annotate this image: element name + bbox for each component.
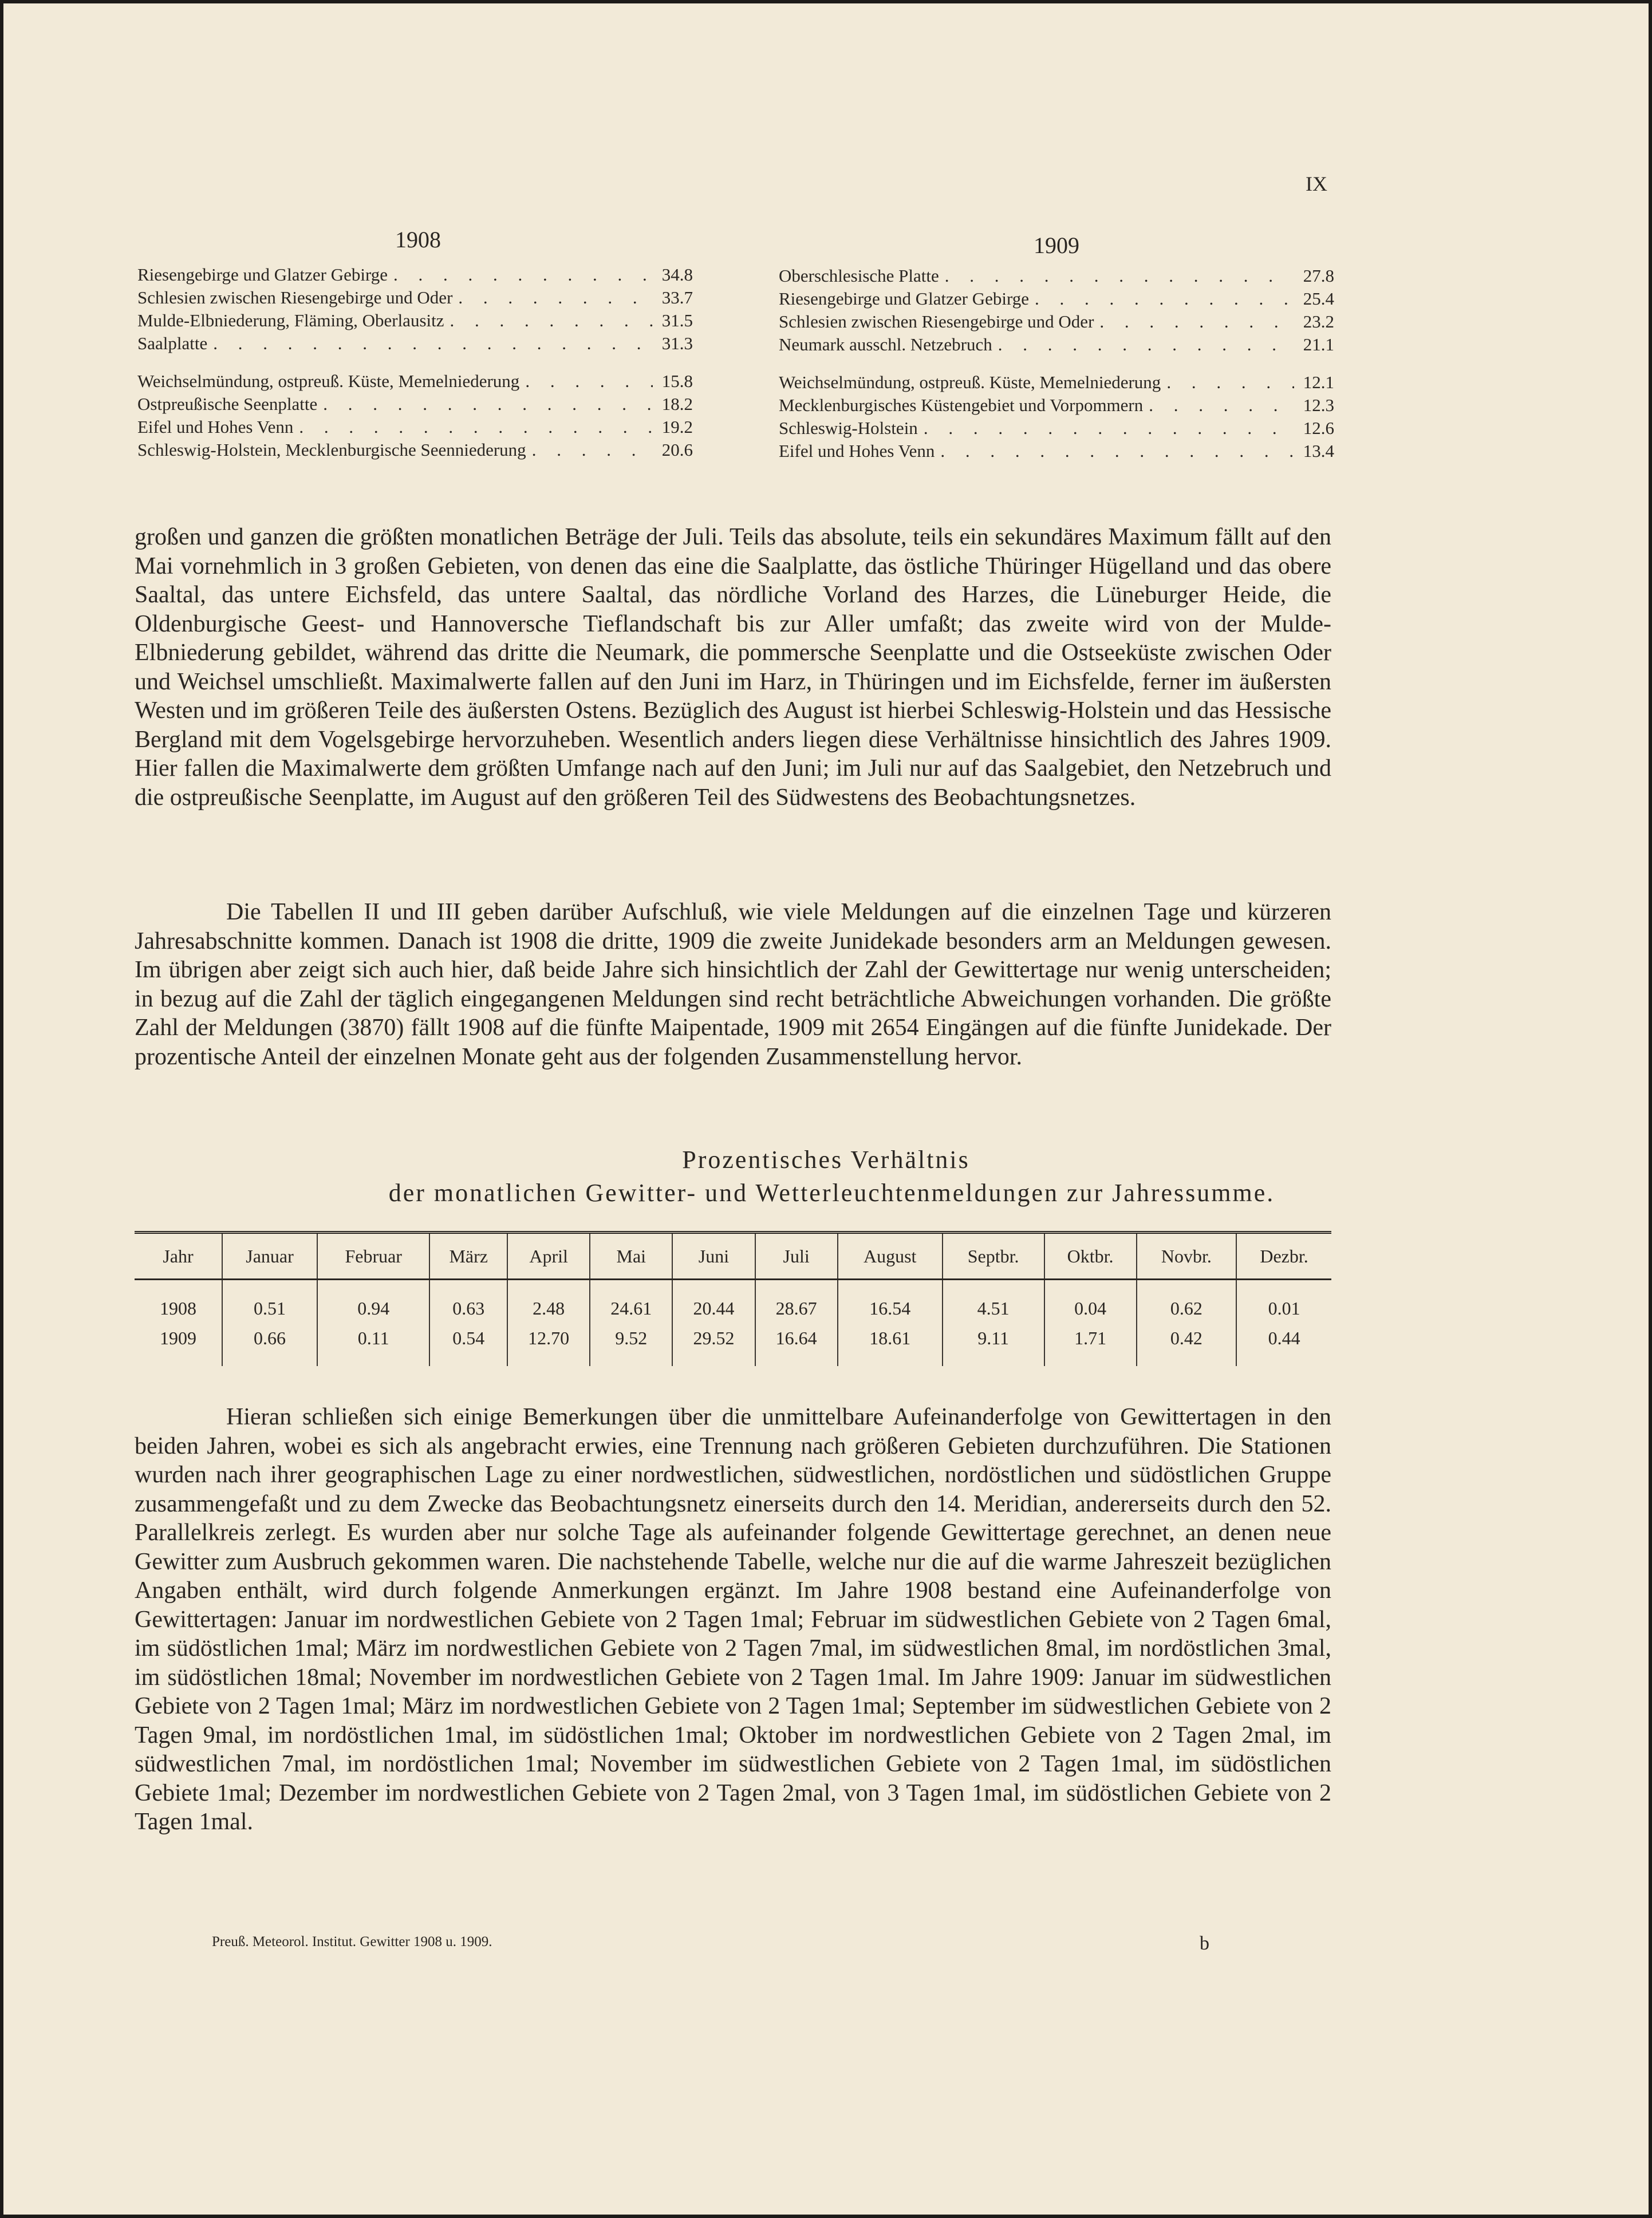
paragraph: Hieran schließen sich einige Bemerkungen über die unmittelbare Aufeinanderfolge von Gewittertagen in den beiden Jahren, wobei es sich als angebracht erwies, eine Trennung nach größeren Gebieten durchzuführen. Die Stationen wurden nach ihrer geographischen Lage zu einer nordwestlichen, südwestlichen, nordöstlichen und südöstlichen Gruppe zusammengefaßt und zu dem Zwecke das Beobachtungsnetz einerseits durch den 14. Meridian, andererseits durch den 52. Parallelkreis zerlegt. Es wurden aber nur solche Tage als aufeinander folgende Gewittertage gerechnet, an denen neue Gewitter zum Ausbruch gekommen waren. Die nachstehende Tabelle, welche nur die auf die warme Jahreszeit bezüglichen Angaben enthält, wird durch folgende Anmerkungen ergänzt. Im Jahre 1908 bestand eine Aufeinanderfolge von Gewittertagen: Januar im nordwestlichen Gebiete von 2 Tagen 1mal; Februar im südwestlichen Gebiete von 2 Tagen 6mal, im südöstlichen 1mal; März im nordwestlichen Gebiete von 2 Tagen 7mal, im südwestlichen 8mal, im nordöstlichen 3mal, im südöstlichen 18mal; November im nordwestlichen Gebiete von 2 Tagen 1mal. Im Jahre 1909: Januar im südwestlichen Gebiete von 2 Tagen 1mal; März im nordwestlichen Gebiete von 2 Tagen 1mal; September im südwestlichen Gebiete von 2 Tagen 9mal, im nordöstlichen 1mal, im südöstlichen 1mal; Oktober im nordwestlichen Gebiete von 2 Tagen 2mal, im südwestlichen 7mal, im nordöstlichen 1mal; November im südwestlichen Gebiete von 2 Tagen 1mal, im südöstlichen Gebiete 1mal; Dezember im nordwestlichen Gebiete von 2 Tagen 2mal, von 3 Tagen 1mal, im südöstlichen Gebiete von 2 Tagen 1mal. <box>135 1404 1331 1835</box>
table-cell: 0.01 <box>1236 1280 1331 1324</box>
body-text-block <box>135 523 1331 812</box>
paragraph: großen und ganzen die größten monatlichen Beträge der Juli. Teils das absolute, teils ein sekundäres Maximum fällt auf den Mai vornehmlich in 3 großen Gebieten, von denen das eine die Saalplatte, das östliche Thüringer Hügelland und das obere Saaltal, das untere Eichsfeld, das untere Saaltal, das nördliche Vorland des Harzes, die Lüneburger Heide, die Oldenburgische Geest- und Hannoversche Tieflandschaft bis zur Aller umfaßt; das zweite wird von der Mulde-Elbniederung gebildet, während das dritte die Neumark, die pommersche Seenplatte und die Ostseeküste zwischen Oder und Weichsel umschließt. Maximalwerte fallen auf den Juni im Harz, in Thüringen und im Eichsfelde, ferner im äußersten Westen und im größeren Teile des äußersten Ostens. Bezüglich des August ist hierbei Schleswig-Holstein und das Hessische Bergland mit dem Vogelsgebirge hervorzuheben. Wesentlich anders liegen diese Verhältnisse hinsichtlich des Jahres 1909. Hier fallen die Maximalwerte dem größten Umfange nach auf den Juni; im Juli nur auf das Saalgebiet, den Netzebruch und die ostpreußische Seenplatte, im August auf den größeren Teil des Südwestens des Beobachtungsnetzes. <box>135 524 1331 811</box>
table-header-row <box>135 1233 1331 1280</box>
leader-dots <box>1166 371 1294 394</box>
region-value: 23.2 <box>1303 311 1334 331</box>
table-cell: 1909 <box>160 1327 196 1348</box>
group-gap <box>779 356 1334 371</box>
leader-dots <box>213 332 653 355</box>
column-header: Septbr. <box>943 1233 1044 1280</box>
column-header: April <box>507 1233 590 1280</box>
table-row <box>135 1323 1331 1366</box>
region-value: 21.1 <box>1303 334 1334 354</box>
list-item <box>137 286 693 309</box>
table-cell: 0.04 <box>1044 1280 1137 1324</box>
table-cell: 1.71 <box>1044 1323 1137 1366</box>
list-item <box>137 309 693 332</box>
column-header: Jahr <box>135 1233 222 1280</box>
region-name: Saalplatte <box>137 333 208 353</box>
table-cell: 18.61 <box>838 1323 943 1366</box>
column-header: Juni <box>672 1233 755 1280</box>
leader-dots <box>945 265 1294 287</box>
region-value: 34.8 <box>661 265 693 285</box>
region-value: 13.4 <box>1303 441 1334 461</box>
body-text-block <box>135 1403 1331 1837</box>
leader-dots <box>393 263 653 286</box>
leader-dots <box>299 416 653 439</box>
region-value: 12.6 <box>1303 418 1334 438</box>
region-name: Eifel und Hohes Venn <box>779 441 935 461</box>
column-header: Novbr. <box>1137 1233 1237 1280</box>
table-cell: 0.44 <box>1236 1323 1331 1366</box>
region-list-1908 <box>137 263 693 461</box>
footer-source: Preuß. Meteorol. Institut. Gewitter 1908 u. 1909. <box>212 1934 492 1949</box>
table-cell: 20.44 <box>672 1280 755 1324</box>
leader-dots <box>1149 394 1294 417</box>
table-subtitle: der monatlichen Gewitter- und Wetterleuchtenmeldungen zur Jahressumme. <box>388 1179 1275 1207</box>
region-name: Riesengebirge und Glatzer Gebirge <box>137 265 388 285</box>
leader-dots <box>532 439 653 461</box>
table-cell: 0.51 <box>222 1280 317 1324</box>
region-value: 20.6 <box>661 440 693 460</box>
leader-dots <box>525 370 653 393</box>
list-item <box>137 393 693 416</box>
list-item <box>137 332 693 355</box>
region-name: Eifel und Hohes Venn <box>137 417 294 437</box>
list-item <box>137 416 693 439</box>
monthly-percentage-table <box>135 1231 1331 1366</box>
region-value: 27.8 <box>1303 266 1334 286</box>
table-cell: 0.11 <box>317 1323 429 1366</box>
region-value: 19.2 <box>661 417 693 437</box>
region-name: Mecklenburgisches Küstengebiet und Vorpommern <box>779 395 1144 415</box>
leader-dots <box>1099 310 1294 333</box>
region-name: Riesengebirge und Glatzer Gebirge <box>779 289 1030 309</box>
table-cell: 0.66 <box>222 1323 317 1366</box>
table-cell: 16.64 <box>755 1323 838 1366</box>
column-header: Januar <box>222 1233 317 1280</box>
table-title: Prozentisches Verhältnis <box>682 1146 970 1174</box>
body-text-block <box>135 898 1331 1071</box>
list-item <box>779 394 1334 417</box>
region-name: Schlesien zwischen Riesengebirge und Oder <box>779 311 1094 331</box>
list-item <box>137 370 693 393</box>
region-value: 25.4 <box>1303 289 1334 309</box>
region-name: Schleswig-Holstein <box>779 418 918 438</box>
region-name: Schlesien zwischen Riesengebirge und Oder <box>137 287 453 307</box>
list-item <box>779 333 1334 356</box>
table-cell: 29.52 <box>672 1323 755 1366</box>
table-cell: 24.61 <box>590 1280 672 1324</box>
table-cell: 28.67 <box>755 1280 838 1324</box>
region-value: 18.2 <box>661 394 693 414</box>
table-cell: 2.48 <box>507 1280 590 1324</box>
list-item <box>779 265 1334 287</box>
table-cell: 4.51 <box>943 1280 1044 1324</box>
list-item <box>779 310 1334 333</box>
leader-dots <box>323 393 653 416</box>
region-name: Mulde-Elbniederung, Fläming, Oberlausitz <box>137 310 444 330</box>
table-cell: 9.52 <box>590 1323 672 1366</box>
column-header: Februar <box>317 1233 429 1280</box>
table-cell: 0.63 <box>429 1280 507 1324</box>
region-value: 31.3 <box>661 333 693 353</box>
leader-dots <box>458 286 653 309</box>
column-header: Oktbr. <box>1044 1233 1137 1280</box>
table-cell: 16.54 <box>838 1280 943 1324</box>
leader-dots <box>450 309 653 332</box>
year-heading-1908: 1908 <box>395 227 441 252</box>
list-item <box>779 287 1334 310</box>
region-value: 12.1 <box>1303 372 1334 392</box>
region-name: Neumark ausschl. Netzebruch <box>779 334 992 354</box>
region-list-1909 <box>779 265 1334 463</box>
column-header: August <box>838 1233 943 1280</box>
region-value: 15.8 <box>661 371 693 391</box>
year-heading-1909: 1909 <box>1034 232 1079 258</box>
list-item <box>779 440 1334 463</box>
table-row <box>135 1280 1331 1324</box>
group-gap <box>137 355 693 370</box>
list-item <box>137 263 693 286</box>
table-cell: 12.70 <box>507 1323 590 1366</box>
region-value: 12.3 <box>1303 395 1334 415</box>
column-header: März <box>429 1233 507 1280</box>
region-name: Oberschlesische Platte <box>779 266 939 286</box>
region-value: 31.5 <box>661 310 693 330</box>
table-cell: 9.11 <box>943 1323 1044 1366</box>
leader-dots <box>1035 287 1294 310</box>
signature-mark: b <box>1200 1933 1209 1954</box>
region-name: Weichselmündung, ostpreuß. Küste, Memelniederung <box>779 372 1161 392</box>
leader-dots <box>940 440 1294 463</box>
column-header: Dezbr. <box>1236 1233 1331 1280</box>
paragraph: Die Tabellen II und III geben darüber Aufschluß, wie viele Meldungen auf die einzelnen Tage und kürzeren Jahresabschnitte kommen. Danach ist 1908 die dritte, 1909 die zweite Junidekade besonders arm an Meldungen gewesen. Im übrigen aber zeigt sich auch hier, daß beide Jahre sich hinsichtlich der Zahl der Gewittertage nur wenig unterscheiden; in bezug auf die Zahl der täglich eingegangenen Meldungen sind recht beträchtliche Abweichungen vorhanden. Die größte Zahl der Meldungen (3870) fällt 1908 auf die fünfte Maipentade, 1909 mit 2654 Eingängen auf die fünfte Junidekade. Der prozentische Anteil der einzelnen Monate geht aus der folgenden Zusammenstellung hervor. <box>135 899 1331 1070</box>
column-header: Mai <box>590 1233 672 1280</box>
leader-dots <box>998 333 1294 356</box>
list-item <box>137 439 693 461</box>
leader-dots <box>924 417 1294 440</box>
table-cell: 0.42 <box>1137 1323 1237 1366</box>
region-name: Ostpreußische Seenplatte <box>137 394 318 414</box>
table-cell: 0.54 <box>429 1323 507 1366</box>
list-item <box>779 371 1334 394</box>
region-name: Weichselmündung, ostpreuß. Küste, Memelniederung <box>137 371 520 391</box>
page-number: IX <box>1306 172 1327 195</box>
table-cell: 1908 <box>160 1297 196 1319</box>
column-header: Juli <box>755 1233 838 1280</box>
region-name: Schleswig-Holstein, Mecklenburgische Seenniederung <box>137 440 526 460</box>
table-cell: 0.94 <box>317 1280 429 1324</box>
region-value: 33.7 <box>661 287 693 307</box>
list-item <box>779 417 1334 440</box>
table-cell: 0.62 <box>1137 1280 1237 1324</box>
